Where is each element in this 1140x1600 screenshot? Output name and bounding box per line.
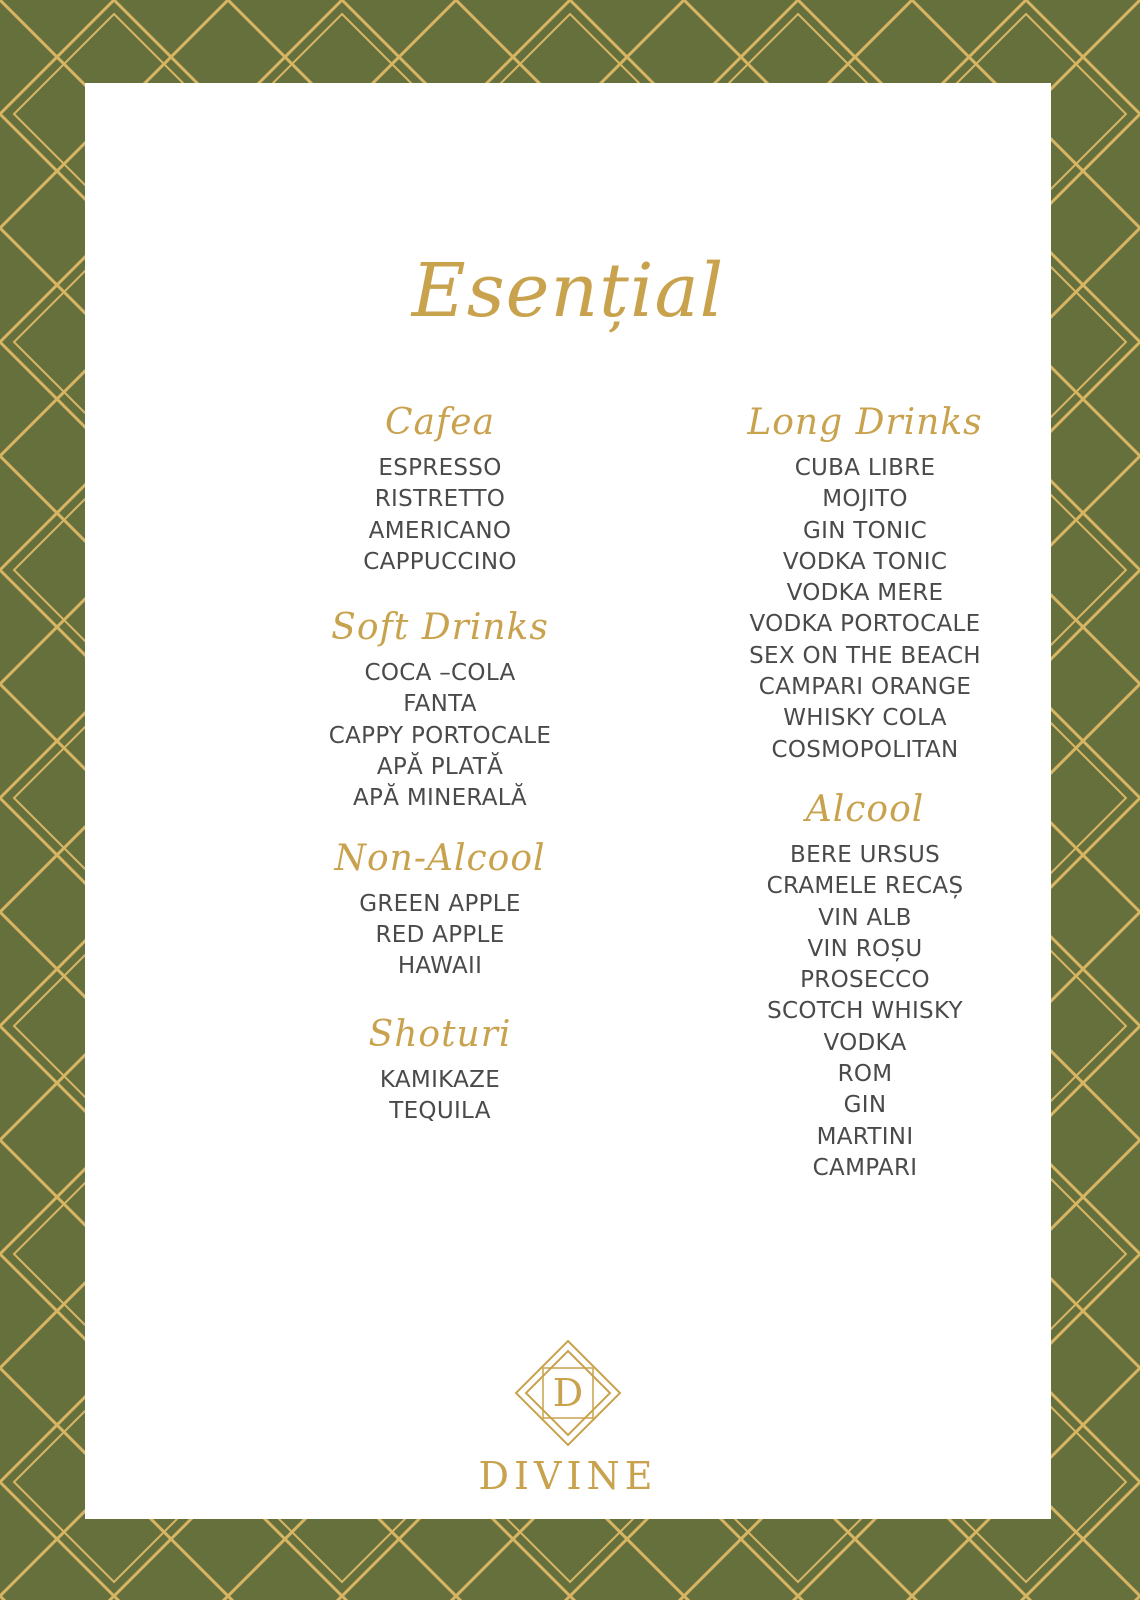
menu-item: COSMOPOLITAN: [771, 736, 959, 763]
section-heading: Non-Alcool: [334, 837, 546, 879]
menu-item: RED APPLE: [375, 921, 505, 948]
menu-item: APĂ PLATĂ: [376, 754, 504, 781]
menu-item: ESPRESSO: [378, 455, 502, 481]
menu-item: CAPPY PORTOCALE: [328, 722, 552, 749]
section-heading: Shoturi: [368, 1013, 512, 1055]
menu-item: VODKA: [823, 1029, 907, 1056]
diamond-emblem-icon: [513, 1338, 623, 1448]
menu-item: GIN TONIC: [802, 517, 928, 544]
section-heading: Alcool: [805, 788, 925, 830]
menu-item: PROSECCO: [800, 967, 930, 994]
section-shoturi: [285, 1013, 595, 1128]
section-long-drinks: [705, 401, 1025, 766]
menu-item: MARTINI: [816, 1123, 914, 1150]
logo-name: DIVINE: [478, 1454, 658, 1498]
menu-item: WHISKY COLA: [783, 705, 947, 732]
menu-item: KAMIKAZE: [379, 1066, 501, 1093]
section-heading: Cafea: [384, 402, 496, 443]
section-heading: Long Drinks: [747, 402, 983, 443]
section-alcool: [705, 788, 1025, 1184]
menu-item: SCOTCH WHISKY: [767, 998, 963, 1025]
menu-item: VIN ROȘU: [807, 935, 923, 962]
menu-card: [85, 83, 1051, 1519]
menu-item: BERE URSUS: [790, 841, 940, 868]
menu-item: CAMPARI: [812, 1154, 918, 1181]
right-column: [705, 401, 1025, 1184]
menu-item: AMERICANO: [368, 517, 512, 544]
menu-item: GREEN APPLE: [359, 890, 521, 917]
menu-item: CAPPUCCINO: [363, 548, 517, 575]
menu-item: VODKA MERE: [786, 580, 944, 607]
menu-item: APĂ MINERALĂ: [353, 785, 527, 812]
menu-item: TEQUILA: [389, 1097, 491, 1124]
menu-item: HAWAII: [397, 953, 483, 980]
menu-item: GIN: [843, 1092, 887, 1119]
menu-item: CAMPARI ORANGE: [758, 674, 972, 701]
menu-item: COCA –COLA: [364, 660, 516, 687]
menu-item: CUBA LIBRE: [794, 455, 936, 481]
menu-item: ROM: [837, 1061, 893, 1088]
menu-item: VIN ALB: [818, 904, 912, 931]
menu-item: RISTRETTO: [374, 486, 506, 513]
menu-item: VODKA TONIC: [782, 548, 948, 575]
left-column: [285, 401, 595, 1127]
menu-item: SEX ON THE BEACH: [749, 642, 981, 669]
divine-logo: [85, 1338, 1051, 1498]
section-non-alcool: [285, 837, 595, 983]
section-heading: Soft Drinks: [331, 607, 549, 649]
logo-letter: D: [552, 1371, 584, 1415]
section-soft-drinks: [285, 606, 595, 814]
section-cafea: [285, 401, 595, 578]
menu-item: VODKA PORTOCALE: [749, 611, 981, 638]
menu-item: FANTA: [403, 691, 477, 718]
menu-title: Esențial: [411, 248, 725, 334]
menu-item: MOJITO: [822, 486, 908, 513]
menu-item: CRAMELE RECAȘ: [766, 873, 964, 900]
